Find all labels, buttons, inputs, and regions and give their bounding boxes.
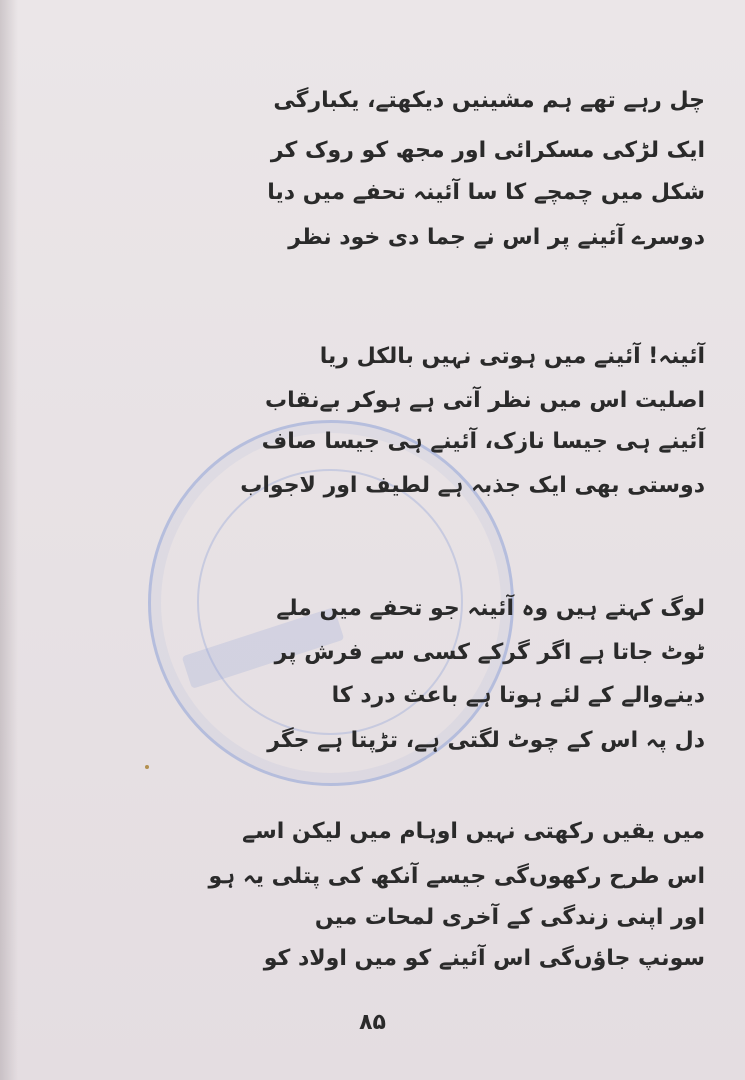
verse-line: آئینہ! آئینے میں ہوتی نہیں بالکل ریا [319, 344, 705, 369]
verse-line: چل رہے تھے ہم مشینیں دیکھتے، یکبارگی [273, 88, 705, 113]
verse-line: میں یقیں رکھتی نہیں اوہام میں لیکن اسے [242, 819, 705, 844]
verse-line: ایک لڑکی مسکرائی اور مجھ کو روک کر [270, 138, 705, 163]
verse-line: دوسرے آئینے پر اس نے جما دی خود نظر [288, 225, 705, 250]
verse-line: ٹوٹ جاتا ہے اگر گرکے کسی سے فرش پر [274, 640, 705, 665]
verse-line: آئینے ہی جیسا نازک، آئینے ہی جیسا صاف [261, 429, 705, 454]
page-number: ۸۵ [359, 1010, 386, 1035]
verse-line: دوستی بھی ایک جذبہ ہے لطیف اور لاجواب [240, 473, 705, 498]
verse-line: اصلیت اس میں نظر آتی ہے ہوکر بےنقاب [265, 388, 705, 413]
verse-line: اور اپنی زندگی کے آخری لمحات میں [314, 905, 705, 930]
page-edge-shadow [0, 0, 18, 1080]
verse-line: دینےوالے کے لئے ہوتا ہے باعث درد کا [331, 683, 705, 708]
verse-line: دل پہ اس کے چوٹ لگتی ہے، تڑپتا ہے جگر [267, 728, 705, 753]
verse-line: شکل میں چمچے کا سا آئینہ تحفے میں دیا [267, 180, 705, 205]
verse-line: لوگ کہتے ہیں وہ آئینہ جو تحفے میں ملے [276, 596, 705, 621]
verse-line: اس طرح رکھوں‌گی جیسے آنکھ کی پتلی یہ ہو [208, 864, 705, 889]
verse-line: سونپ جاؤں‌گی اس آئینے کو میں اولاد کو [263, 946, 705, 971]
ink-speck [145, 765, 149, 769]
